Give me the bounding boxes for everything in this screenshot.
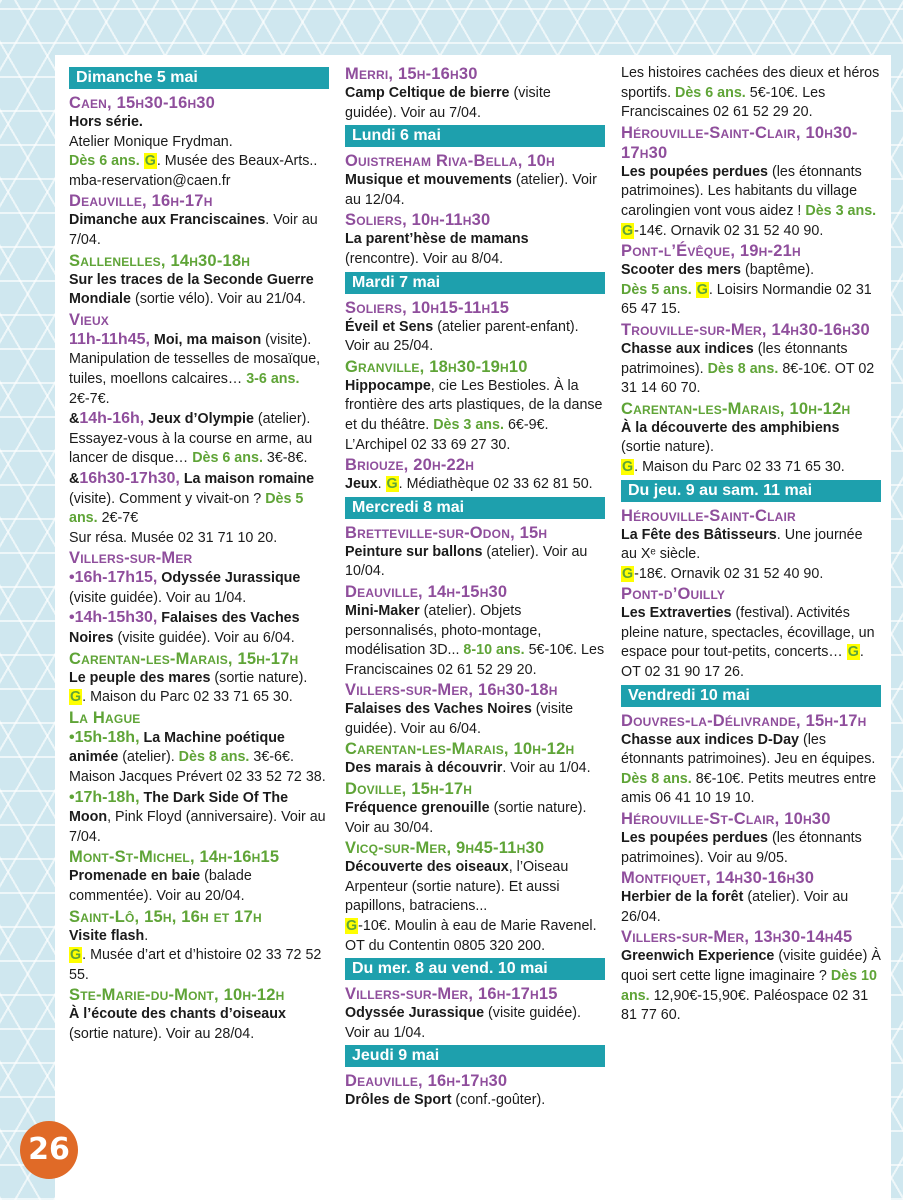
event-time: 11h-11h45, [69, 330, 150, 348]
event-title: Dimanche aux Franciscaines [69, 212, 266, 229]
location: Ouistreham Riva-Bella, 10h [345, 152, 555, 171]
event-text: (visite guidée). Voir au 7/04. [345, 85, 551, 121]
location: Pont-d’Ouilly [621, 585, 726, 604]
event [69, 469, 329, 548]
event-title: Moi, ma maison [149, 331, 262, 348]
event [69, 330, 329, 409]
event-time: 16h30-17h30, [79, 469, 180, 487]
event-title: À l’écoute des chants d’oiseaux [69, 1006, 286, 1023]
event-text: (visite guidée) À quoi sert cette ligne imaginaire ? [621, 948, 881, 984]
event [69, 728, 329, 788]
day-header: Dimanche 5 mai [69, 67, 329, 89]
free-badge: G [70, 689, 82, 706]
age-label: 3-6 ans. [246, 370, 300, 387]
event-title: Odyssée Jurassique [157, 570, 301, 587]
event-text: . Maison du Parc 02 33 71 65 30. [82, 689, 293, 706]
event-title: Des marais à découvrir [345, 760, 503, 777]
age-label: Dès 8 ans. [707, 360, 779, 377]
event-text: 2€-7€ [97, 510, 139, 527]
location: Hérouville-Saint-Clair, 10h30-17h30 [621, 123, 858, 162]
event-title: Les poupées perdues [621, 163, 768, 180]
day-header: Lundi 6 mai [345, 125, 605, 147]
event-title: Herbier de la forêt [621, 889, 744, 906]
event-text: (atelier). Essayez-vous à la course en arme, au lancer de disque… [69, 411, 313, 467]
location: Briouze, 20h-22h [345, 456, 475, 475]
event-text: . OT 02 31 90 17 26. [621, 644, 864, 681]
event-prefix: & [69, 470, 80, 487]
event-text: , l’Oiseau Arpenteur (sortie nature). Et aussi papillons, batraciens... [345, 859, 569, 915]
event-text: (atelier). Objets personnalisés, photo-montage, modélisation 3D... [345, 602, 542, 659]
event-text: . Médiathèque 02 33 62 81 50. [398, 476, 593, 493]
event-text: (conf.-goûter). [451, 1092, 546, 1109]
location: Carentan-les-Marais, 10h-12h [621, 399, 851, 418]
event-text: (sortie nature). [621, 439, 714, 456]
event-text: 3€-6€. Maison Jacques Prévert 02 33 52 72 38. [69, 749, 326, 786]
location: Villers-sur-Mer [69, 549, 193, 568]
event-text: 5€-10€. Les Franciscaines 02 61 52 29 20. [621, 84, 826, 121]
event-text: . Musée d’art et d’histoire 02 33 72 52 55. [69, 947, 322, 983]
event-text: 12,90€-15,90€. Paléospace 02 31 81 77 60. [621, 987, 869, 1024]
location: La Hague [69, 708, 141, 727]
event-text: (les étonnants patrimoines). Jeu en équipes. [621, 731, 876, 768]
agenda-panel [55, 55, 891, 1200]
event [345, 1004, 605, 1043]
event-text: (baptême). [741, 262, 815, 279]
age-label: Dès 10 ans. [621, 968, 877, 1004]
event [69, 211, 329, 250]
location: Doville, 15h-17h [345, 780, 473, 799]
event [621, 64, 881, 123]
event-title: Le peuple des mares [69, 669, 211, 686]
event [345, 799, 605, 838]
event [69, 927, 329, 986]
event-text: (visite guidée). Voir au 6/04. [345, 701, 574, 737]
location: Hérouville-Saint-Clair [621, 506, 796, 525]
event-text: 2€-7€. [69, 390, 110, 407]
event-text: . Une journée au Xᵉ siècle. [621, 526, 863, 563]
event-text: . Voir au 1/04. [502, 760, 591, 777]
event-title: Mini-Maker [345, 602, 420, 619]
event-time: •15h-18h, [69, 728, 140, 746]
event-title: Hippocampe [345, 377, 431, 394]
event-text: -10€. Moulin à eau de Marie Ravenel. OT du Contentin 0805 320 200. [345, 918, 597, 954]
event [345, 543, 605, 582]
event-text: (atelier). Voir au 10/04. [345, 543, 588, 580]
event-text: -18€. Ornavik 02 31 52 40 90. [634, 565, 824, 582]
free-badge: G [144, 153, 156, 170]
event [69, 669, 329, 708]
event [69, 568, 329, 608]
event-title: Les poupées perdues [621, 830, 768, 847]
event-text: (sortie nature). Voir au 30/04. [345, 800, 587, 836]
event-title: Musique et mouvements [345, 172, 512, 189]
location: Granville, 18h30-19h10 [345, 357, 528, 376]
event-text: (atelier). [118, 749, 179, 766]
event-title: Drôles de Sport [345, 1092, 452, 1109]
age-label: Dès 6 ans. [69, 153, 140, 170]
event-title: Découverte des oiseaux [345, 859, 509, 876]
event-title: La Machine poétique animée [69, 729, 285, 766]
day-header: Jeudi 9 mai [345, 1045, 605, 1067]
event-title: La Fête des Bâtisseurs [621, 526, 777, 543]
event-text: . Voir au 7/04. [69, 212, 318, 248]
event-text: 8€-10€. Petits meutres entre amis 06 41 10 19 10. [621, 770, 877, 807]
location: Vieux [69, 310, 110, 329]
event-text: 6€-9€. L’Archipel 02 33 69 27 30. [345, 416, 549, 453]
location: Deauville, 14h-15h30 [345, 582, 508, 601]
event-text: (atelier parent-enfant). Voir au 25/04. [345, 318, 579, 355]
event-title: Greenwich Experience [621, 948, 775, 965]
location: Deauville, 16h-17h30 [345, 1072, 508, 1091]
age-label: Dès 8 ans. [621, 770, 692, 787]
event [345, 1091, 605, 1111]
event-text: . [144, 927, 149, 944]
event [621, 829, 881, 868]
event-text: 8€-10€. OT 02 31 14 60 70. [621, 360, 875, 397]
event-text: (balade commentée). Voir au 20/04. [69, 868, 252, 904]
column-1 [69, 65, 329, 1045]
event [345, 171, 605, 210]
event-text: . Loisirs Normandie 02 31 65 47 15. [621, 281, 872, 318]
location: Pont-l’Évêque, 19h-21h [621, 242, 801, 261]
age-label: 8-10 ans. [463, 642, 525, 659]
event-text: (atelier). Voir au 26/04. [621, 889, 849, 925]
location: Soliers, 10h-11h30 [345, 211, 491, 230]
event-text: (visite guidée). Voir au 6/04. [113, 630, 295, 647]
event-text: . Maison du Parc 02 33 71 65 30. [634, 458, 845, 475]
event-time: •17h-18h, [69, 788, 140, 806]
event-title: Fréquence grenouille [345, 800, 490, 817]
event [345, 318, 605, 357]
event-text: , cie Les Bestioles. À la frontière des arts plastiques, de la danse et du théâtre. [345, 377, 603, 433]
event-title: Chasse aux indices [621, 340, 754, 357]
free-badge: G [622, 565, 634, 582]
event-text: -14€. Ornavik 02 31 52 40 90. [634, 222, 824, 239]
event-text: (sortie nature). [210, 669, 308, 686]
day-header: Vendredi 10 mai [621, 685, 881, 707]
event-title: Éveil et Sens [345, 318, 434, 335]
location: Villers-sur-Mer, 16h-17h15 [345, 985, 558, 1004]
age-label: Dès 3 ans. [805, 202, 877, 219]
event [69, 113, 329, 191]
event-text: Sur résa. Musée 02 31 71 10 20. [69, 529, 278, 546]
event-text: (les étonnants patrimoines). [621, 340, 848, 377]
event [345, 759, 605, 779]
free-badge: G [696, 281, 708, 298]
day-header: Du mer. 8 au vend. 10 mai [345, 958, 605, 980]
location: Sallenelles, 14h30-18h [69, 251, 251, 270]
location: Carentan-les-Marais, 10h-12h [345, 740, 575, 759]
age-label: Dès 3 ans. [433, 416, 504, 433]
location: Bretteville-sur-Odon, 15h [345, 523, 548, 542]
event-text: (atelier). Voir au 12/04. [345, 172, 597, 208]
event-title: Jeux [345, 476, 378, 493]
free-badge: G [622, 222, 634, 239]
event-title: Promenade en baie [69, 868, 201, 885]
event [621, 163, 881, 241]
event [621, 888, 881, 927]
location: Saint-Lô, 15h, 16h et 17h [69, 907, 262, 926]
column-3 [621, 64, 881, 1026]
free-badge: G [386, 476, 398, 493]
event [345, 230, 605, 269]
location: Ste-Marie-du-Mont, 10h-12h [69, 986, 285, 1005]
free-badge: G [622, 458, 634, 475]
event [69, 409, 329, 469]
event-text: (sortie nature). Voir au 28/04. [69, 1025, 255, 1042]
event-text: 5€-10€. Les Franciscaines 02 61 52 29 20. [345, 642, 605, 678]
event [621, 526, 881, 585]
event-text: (rencontre). Voir au 8/04. [345, 250, 504, 267]
location: Carentan-les-Marais, 15h-17h [69, 649, 299, 668]
event-text: (les étonnants patrimoines). Voir au 9/05. [621, 830, 862, 866]
event [345, 602, 605, 680]
age-label: Dès 5 ans. [621, 281, 692, 298]
free-badge: G [847, 644, 859, 661]
location: Mont-St-Michel, 14h-16h15 [69, 848, 280, 867]
day-header: Mardi 7 mai [345, 272, 605, 294]
event-prefix: & [69, 411, 80, 428]
location: Villers-sur-Mer, 13h30-14h45 [621, 928, 853, 947]
event [345, 858, 605, 956]
event-text: (les étonnants patrimoines). Les habitants du village carolingien vont vous aidez ! [621, 163, 862, 219]
event-text: , Pink Floyd (anniversaire). Voir au 7/04. [69, 809, 326, 845]
location: Vicq-sur-Mer, 9h45-11h30 [345, 839, 545, 858]
event [621, 731, 881, 809]
location: Trouville-sur-Mer, 14h30-16h30 [621, 320, 870, 339]
event [69, 271, 329, 310]
event-text: . [377, 476, 386, 493]
event [621, 604, 881, 682]
event [345, 700, 605, 739]
event-title: Jeux d’Olympie [144, 411, 254, 428]
event-text: (festival). Activités pleine nature, spectacles, écovillage, un espace pour tout-petits, concerts… [621, 605, 875, 661]
age-label: Dès 8 ans. [178, 749, 250, 766]
event-title: Falaises des Vaches Noires [345, 701, 532, 718]
event [69, 867, 329, 906]
event-title: Camp Celtique de bierre [345, 85, 510, 101]
event [69, 608, 329, 648]
event [69, 1005, 329, 1044]
event-title: Les Extraverties [621, 605, 732, 622]
event-time: 14h-16h, [79, 410, 145, 428]
event-text: Atelier Monique Frydman. [69, 133, 233, 150]
event [621, 340, 881, 399]
age-label: Dès 5 ans. [69, 490, 304, 527]
event-text: (visite guidée). Voir au 1/04. [345, 1005, 582, 1041]
event [621, 947, 881, 1025]
location: Soliers, 10h15-11h15 [345, 298, 510, 317]
day-header: Du jeu. 9 au sam. 11 mai [621, 480, 881, 502]
event-time: •14h-15h30, [69, 609, 158, 627]
page-number-badge: 26 [20, 1121, 78, 1179]
event-text: . Musée des Beaux-Arts.. mba-reservation@caen.fr [69, 153, 318, 189]
event-title: Scooter des mers [621, 262, 741, 279]
event-text: 3€-8€. [262, 450, 308, 467]
event [345, 84, 605, 123]
event-text: (visite). Comment y vivait-on ? [69, 490, 266, 507]
event-text: (visite guidée). Voir au 1/04. [69, 589, 247, 606]
event-title: The Dark Side Of The Moon [69, 789, 289, 826]
event-text: (sortie vélo). Voir au 21/04. [130, 291, 306, 308]
location: Douvres-la-Délivrande, 15h-17h [621, 711, 867, 730]
event-title: Odyssée Jurassique [345, 1005, 485, 1022]
event-text: Les histoires cachées des dieux et héros sportifs. [621, 65, 880, 101]
event [621, 419, 881, 478]
location: Hérouville-St-Clair, 10h30 [621, 810, 831, 829]
location: Villers-sur-Mer, 16h30-18h [345, 681, 558, 700]
event-title: Peinture sur ballons [345, 543, 483, 560]
event-title: Falaises des Vaches Noires [69, 610, 300, 647]
location: Caen, 15h30-16h30 [69, 94, 216, 112]
column-2 [345, 64, 605, 1111]
event [345, 475, 605, 495]
location: Deauville, 16h-17h [69, 192, 213, 211]
event [69, 788, 329, 848]
event-title: La parent’hèse de mamans [345, 231, 529, 248]
free-badge: G [346, 918, 358, 935]
location: Merri, 15h-16h30 [345, 65, 478, 83]
age-label: Dès 6 ans. [192, 450, 263, 467]
age-label: Dès 6 ans. [675, 84, 746, 101]
event-time: •16h-17h15, [69, 569, 158, 587]
day-header: Mercredi 8 mai [345, 497, 605, 519]
event-title: Chasse aux indices D-Day [621, 731, 799, 748]
event-title: La maison romaine [179, 470, 315, 487]
event-title: Sur les traces de la Seconde Guerre Mondiale [69, 271, 314, 308]
event-title: Visite flash [69, 927, 145, 944]
event-title: À la découverte des amphibiens [621, 419, 840, 436]
free-badge: G [70, 947, 82, 964]
event-title: Hors série. [69, 114, 143, 130]
event-text: (visite). Manipulation de tesselles de mosaïque, tuiles, moellons calcaires… [69, 331, 321, 387]
event [621, 261, 881, 320]
event [345, 377, 605, 455]
location: Montfiquet, 14h30-16h30 [621, 869, 815, 888]
